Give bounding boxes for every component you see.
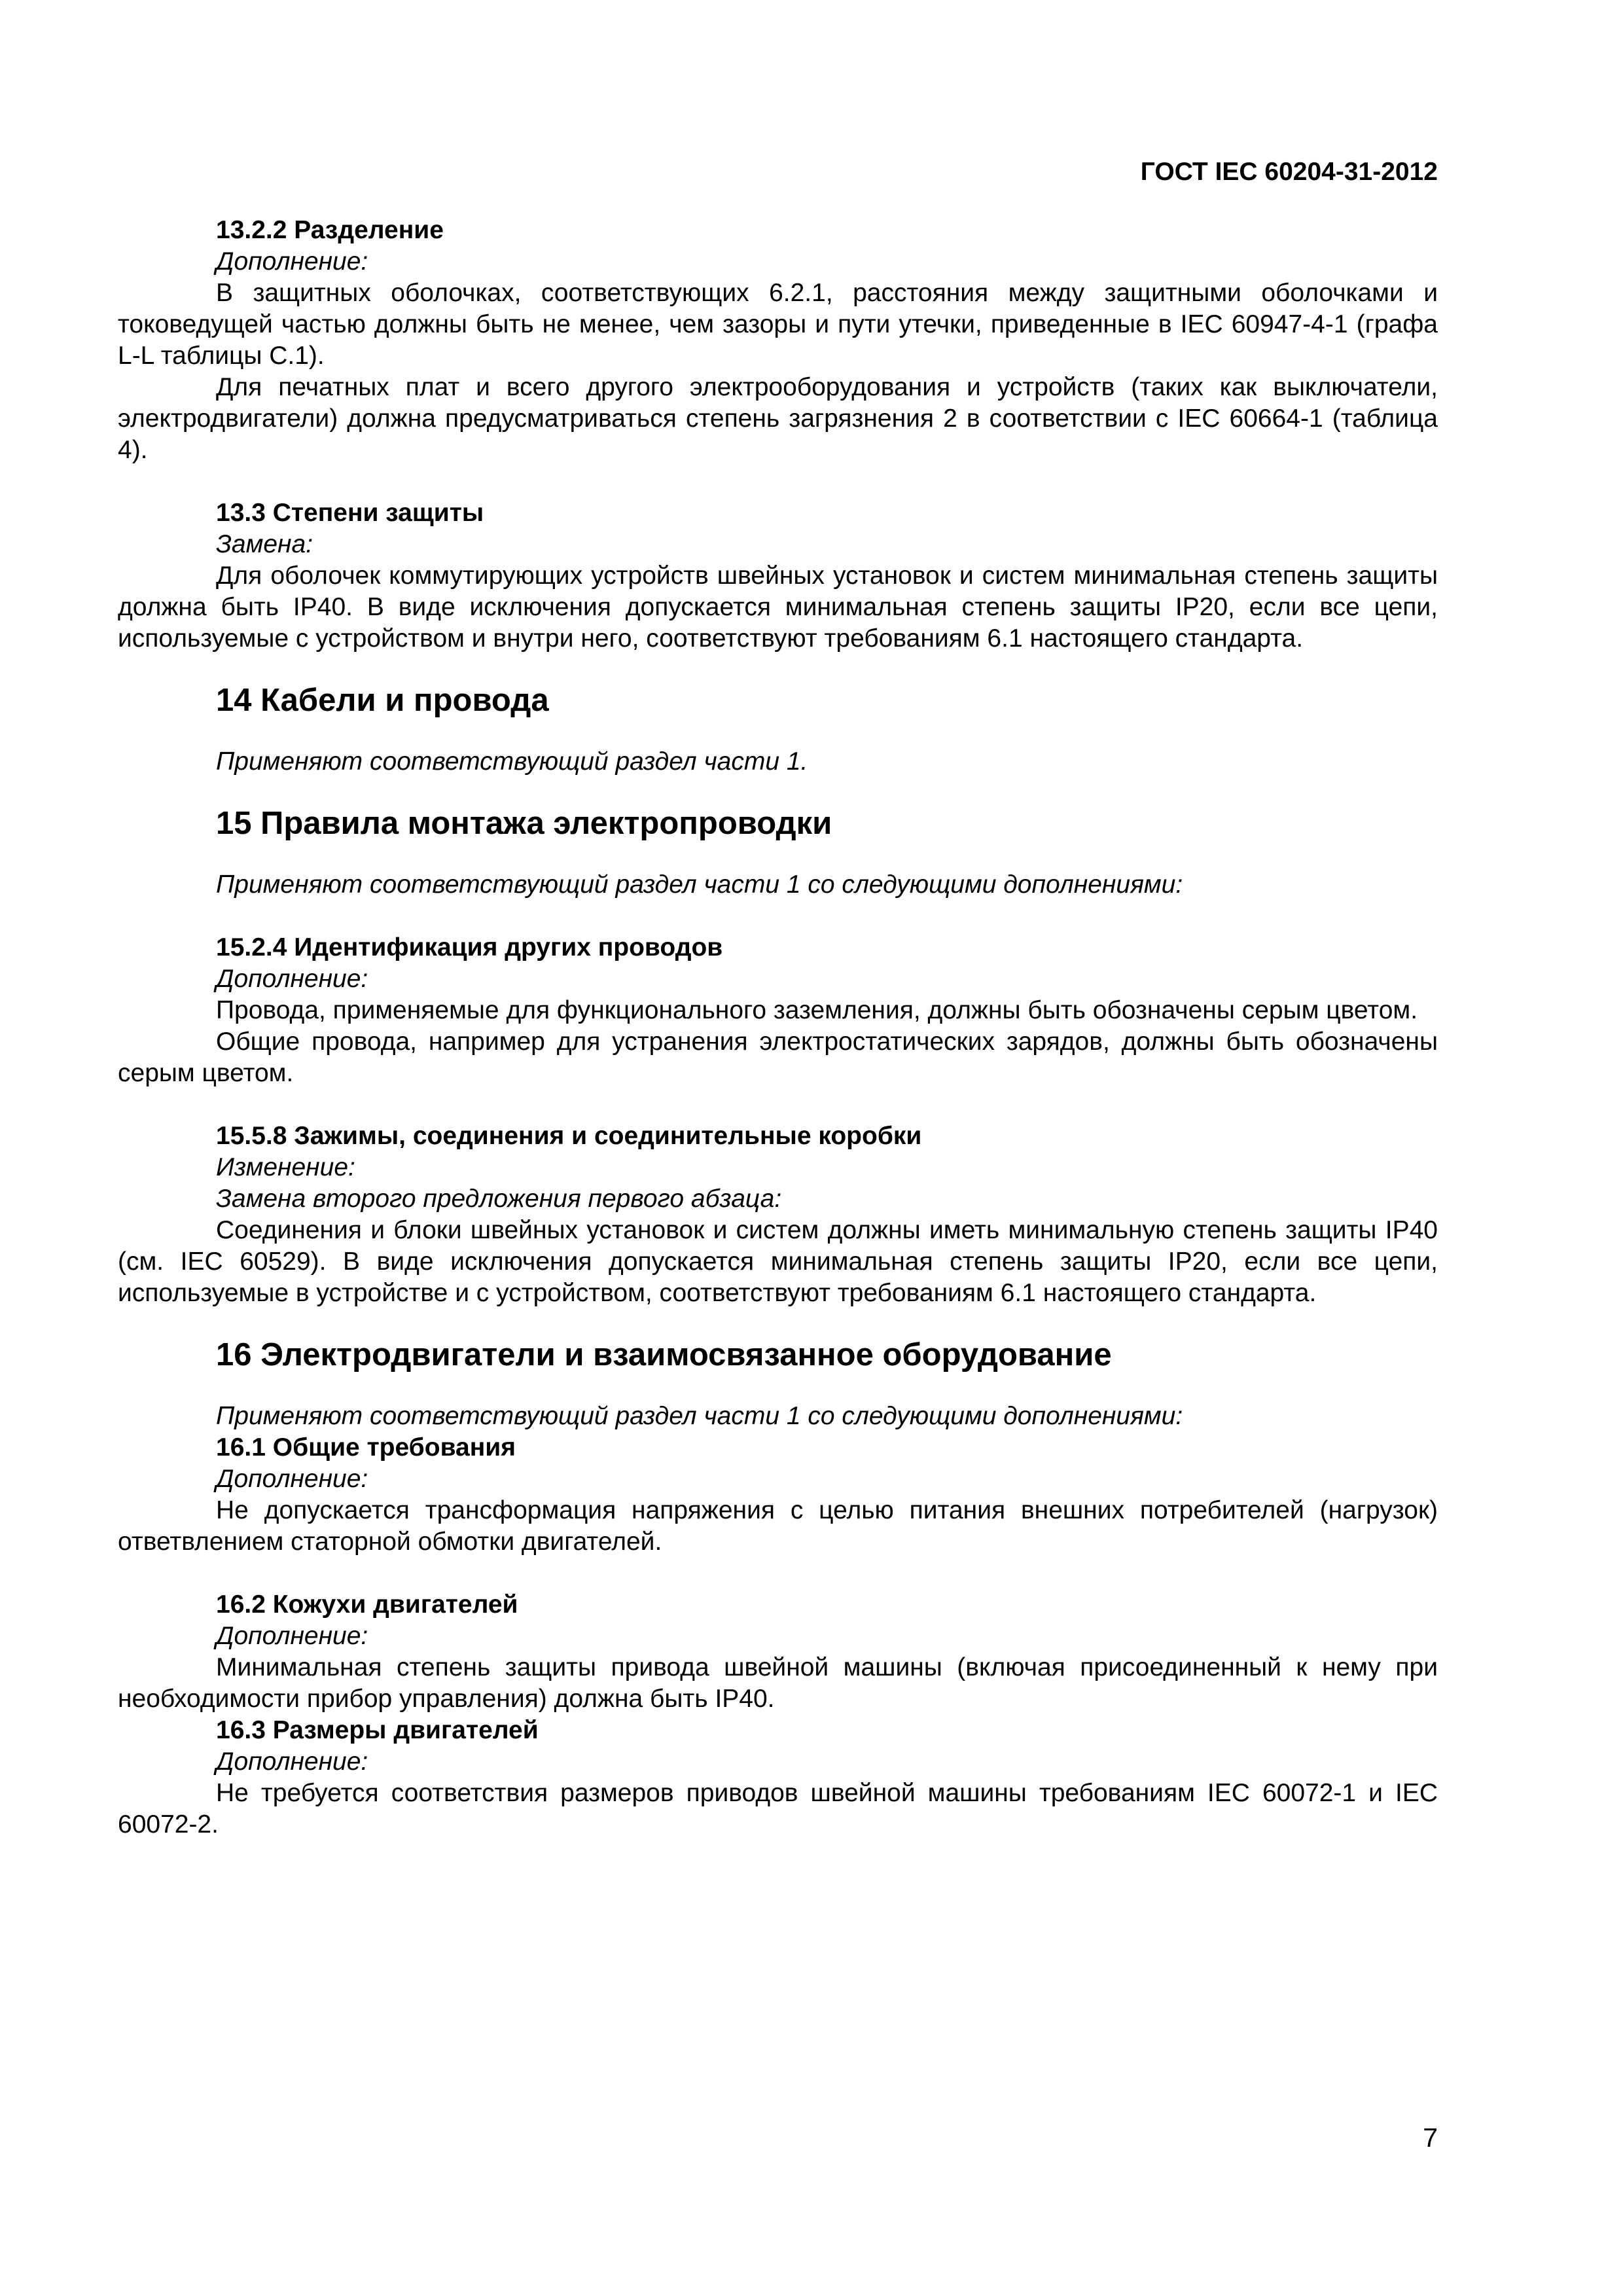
section-16-1-note: Дополнение: bbox=[216, 1465, 368, 1493]
section-15-2-4-paragraph-2: Общие провода, например для устранения электростатических зарядов, должны быть обозначены серым цветом. bbox=[118, 1028, 1438, 1087]
section-15-note: Применяют соответствующий раздел части 1 со следующими дополнениями: bbox=[216, 870, 1183, 899]
section-16-2-heading: 16.2 Кожухи двигателей bbox=[216, 1590, 518, 1619]
section-14-heading: 14 Кабели и провода bbox=[216, 683, 549, 718]
section-16-1-heading: 16.1 Общие требования bbox=[216, 1433, 516, 1462]
section-16-3-paragraph-1: Не требуется соответствия размеров приводов швейной машины требованиям IEC 60072-1 и IEC 60072-2. bbox=[118, 1779, 1438, 1839]
section-16-2-paragraph-1: Минимальная степень защиты привода швейной машины (включая присоединенный к нему при необходимости прибор управления) должна быть IP40. bbox=[118, 1653, 1438, 1713]
section-16-2-note: Дополнение: bbox=[216, 1622, 368, 1650]
section-15-2-4-heading: 15.2.4 Идентификация других проводов bbox=[216, 933, 723, 961]
section-15-2-4-paragraph-1: Провода, применяемые для функционального заземления, должны быть обозначены серым цветом. bbox=[216, 996, 1418, 1024]
section-15-5-8-note-2: Замена второго предложения первого абзаца: bbox=[216, 1185, 782, 1213]
section-13-2-2-note: Дополнение: bbox=[216, 247, 368, 276]
section-15-5-8-heading: 15.5.8 Зажимы, соединения и соединительные коробки bbox=[216, 1122, 922, 1150]
section-13-2-2-paragraph-1: В защитных оболочках, соответствующих 6.2.1, расстояния между защитными оболочками и токоведущей частью должны быть не менее, чем зазоры и пути утечки, приведенные в IEC 60947-4-1 (графа L-L таблицы С.1). bbox=[118, 279, 1438, 370]
page-content bbox=[118, 215, 1438, 1840]
section-13-3-note: Замена: bbox=[216, 530, 313, 558]
section-13-3-heading: 13.3 Степени защиты bbox=[216, 499, 484, 527]
section-16-1-paragraph-1: Не допускается трансформация напряжения с целью питания внешних потребителей (нагрузок) ответвлением статорной обмотки двигателей. bbox=[118, 1496, 1438, 1556]
section-15-5-8-paragraph-1: Соединения и блоки швейных установок и систем должны иметь минимальную степень защиты IP40 (см. IEC 60529). В виде исключения допускается минимальная степень защиты IP20, если все цепи, используемые в устройстве и с устройством, соответствуют требованиям 6.1 настоящего стандарта. bbox=[118, 1216, 1438, 1307]
section-13-2-2-heading: 13.2.2 Разделение bbox=[216, 216, 444, 244]
section-15-5-8-note: Изменение: bbox=[216, 1153, 355, 1181]
section-16-3-heading: 16.3 Размеры двигателей bbox=[216, 1716, 539, 1744]
section-16-3-note: Дополнение: bbox=[216, 1748, 368, 1776]
page-number: 7 bbox=[1423, 2123, 1438, 2153]
section-14-note: Применяют соответствующий раздел части 1. bbox=[216, 747, 808, 776]
section-15-2-4-note: Дополнение: bbox=[216, 965, 368, 993]
section-16-note: Применяют соответствующий раздел части 1 со следующими дополнениями: bbox=[216, 1402, 1183, 1430]
document-code-header: ГОСТ IEC 60204-31-2012 bbox=[1140, 158, 1438, 186]
section-15-heading: 15 Правила монтажа электропроводки bbox=[216, 806, 832, 841]
section-13-3-paragraph-1: Для оболочек коммутирующих устройств швейных установок и систем минимальная степень защиты должна быть IP40. В виде исключения допускается минимальная степень защиты IP20, если все цепи, используемые с устройством и внутри него, соответствуют требованиям 6.1 настоящего стандарта. bbox=[118, 562, 1438, 653]
section-16-heading: 16 Электродвигатели и взаимосвязанное оборудование bbox=[216, 1337, 1112, 1372]
section-13-2-2-paragraph-2: Для печатных плат и всего другого электрооборудования и устройств (таких как выключатели, электродвигатели) должна предусматриваться степень загрязнения 2 в соответствии с IEC 60664-1 (таблица 4). bbox=[118, 373, 1438, 464]
